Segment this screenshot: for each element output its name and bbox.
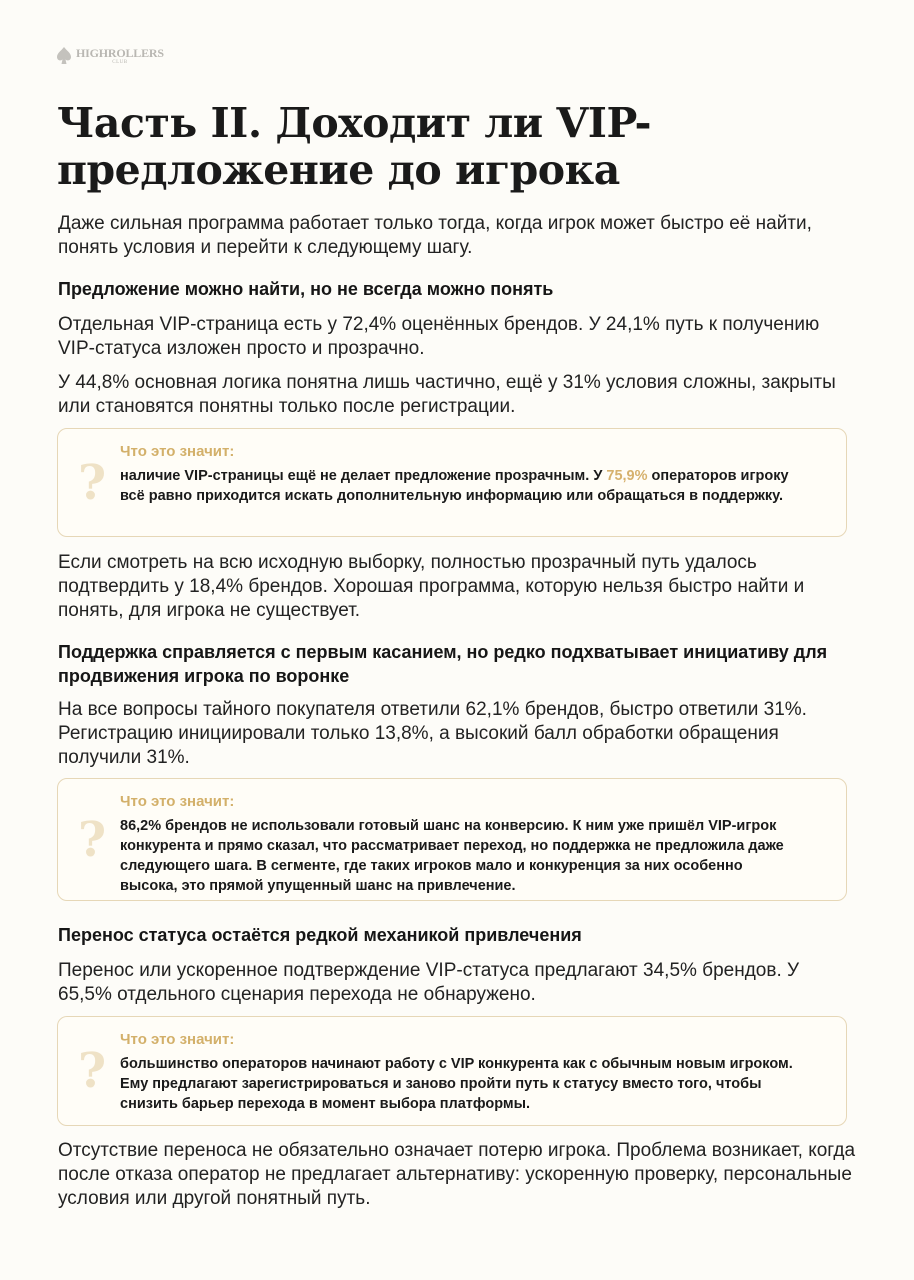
section1-paragraph-1: Отдельная VIP-страница есть у 72,4% оценённых брендов. У 24,1% путь к получению VIP-статуса изложен просто и прозрачно. (58, 314, 820, 359)
section1-heading: Предложение можно найти, но не всегда можно понять (58, 279, 554, 299)
question-mark-icon: ? (78, 811, 107, 868)
section3-heading: Перенос статуса остаётся редкой механикой привлечения (58, 925, 582, 945)
section2-paragraph-1: На все вопросы тайного покупателя ответили 62,1% брендов, быстро ответили 31%. Регистрацию инициировали только 13,8%, а высокий балл обработки обращения получили 31%. (58, 699, 807, 768)
section3-paragraph-2: Отсутствие переноса не обязательно означает потерю игрока. Проблема возникает, когда после отказа оператор не предлагает альтернативу: ускоренную проверку, персональные условия или другой понятный путь. (58, 1140, 856, 1209)
callout-box (57, 1016, 847, 1126)
logo-subtitle: CLUB (112, 60, 128, 65)
callout-box (57, 428, 847, 537)
spade-icon (56, 46, 72, 66)
question-mark-icon: ? (78, 454, 107, 511)
callout-text: наличие VIP-страницы ещё не делает предложение прозрачным. У 75,9% операторов игроку всё равно приходится искать дополнительную информацию или обращаться в поддержку. (120, 468, 789, 504)
callout-title: Что это значит: (120, 793, 235, 810)
question-mark-icon: ? (78, 1043, 107, 1099)
section3-paragraph-1: Перенос или ускоренное подтверждение VIP-статуса предлагают 34,5% брендов. У 65,5% отдельного сценария перехода не обнаружено. (58, 960, 800, 1005)
callout-title: Что это значит: (120, 443, 235, 460)
callout-text: 86,2% брендов не использовали готовый шанс на конверсию. К ним уже пришёл VIP-игрок конкурента и прямо сказал, что рассматривает переход, но поддержка не предложила даже следующего шага. В сегменте, где таких игроков мало и конкуренция за них особенно высока, это прямой упущенный шанс на привлечение. (120, 818, 784, 894)
callout-box (57, 778, 847, 901)
section2-heading: Поддержка справляется с первым касанием, но редко подхватывает инициативу для продвижения игрока по воронке (58, 642, 828, 686)
intro-paragraph: Даже сильная программа работает только тогда, когда игрок может быстро её найти, понять условия и перейти к следующему шагу. (58, 213, 812, 258)
highlight-value: 75,9% (606, 468, 648, 484)
brand-logo (56, 46, 164, 66)
section1-paragraph-3: Если смотреть на всю исходную выборку, полностью прозрачный путь удалось подтвердить у 18,4% брендов. Хорошая программа, которую нельзя быстро найти и понять, для игрока не существует. (58, 552, 805, 621)
section1-paragraph-2: У 44,8% основная логика понятна лишь частично, ещё у 31% условия сложны, закрыты или становятся понятны только после регистрации. (58, 372, 836, 417)
callout-text: большинство операторов начинают работу с VIP конкурента как с обычным новым игроком. Ему предлагают зарегистрироваться и заново пройти путь к статусу вместо того, чтобы снизить барьер перехода в момент выбора платформы. (120, 1056, 793, 1112)
page-title: Часть II. Доходит ли VIP-предложение до игрока (57, 99, 652, 194)
logo-wordmark: HIGHROLLERS (76, 46, 164, 60)
callout-title: Что это значит: (120, 1031, 235, 1048)
